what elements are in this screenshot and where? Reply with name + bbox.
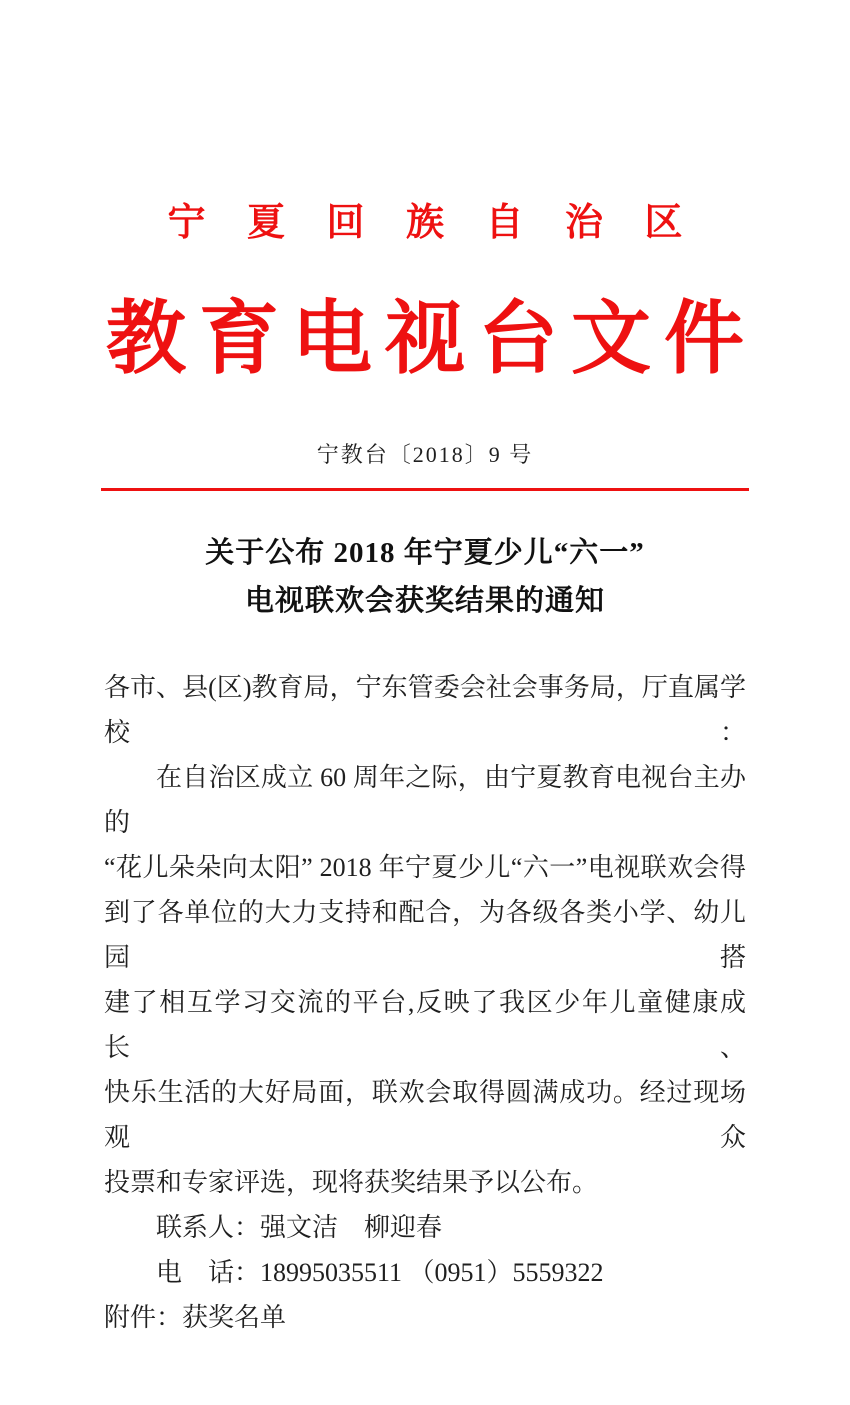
notice-title-line-1: 关于公布 2018 年宁夏少儿“六一” bbox=[205, 537, 645, 569]
issuing-region-title: 宁 夏 回 族 自 治 区 bbox=[167, 202, 699, 244]
paragraph-line-4: 建了相互学习交流的平台,反映了我区少年儿童健康成长、 bbox=[104, 988, 746, 1062]
paragraph-line-2: “花儿朵朵向太阳” 2018 年宁夏少儿“六一”电视联欢会得 bbox=[104, 853, 746, 882]
notice-title-line-2: 电视联欢会获奖结果的通知 bbox=[244, 585, 605, 617]
contact-phone-line: 电 话：18995035511 （0951）5559322 bbox=[156, 1258, 604, 1287]
document-number: 宁教台〔2018〕9 号 bbox=[316, 442, 534, 467]
official-document-page bbox=[0, 204, 850, 1405]
contact-person-line: 联系人：强文洁 柳迎春 bbox=[156, 1213, 443, 1242]
salutation-line: 各市、县(区)教育局，宁东管委会社会事务局，厅直属学校： bbox=[104, 673, 746, 747]
paragraph-line-1: 在自治区成立 60 周年之际，由宁夏教育电视台主办的 bbox=[104, 763, 746, 837]
attachment-line: 附件：获奖名单 bbox=[104, 1303, 287, 1332]
notice-body bbox=[104, 665, 746, 1340]
paragraph-line-3: 到了各单位的大力支持和配合，为各级各类小学、幼儿园搭 bbox=[104, 898, 746, 972]
red-separator-line bbox=[101, 488, 749, 491]
paragraph-line-6: 投票和专家评选，现将获奖结果予以公布。 bbox=[104, 1168, 599, 1197]
notice-title bbox=[0, 529, 850, 625]
paragraph-line-5: 快乐生活的大好局面，联欢会取得圆满成功。经过现场观众 bbox=[104, 1078, 746, 1152]
document-type-title: 教育电视台文件 bbox=[106, 296, 757, 384]
